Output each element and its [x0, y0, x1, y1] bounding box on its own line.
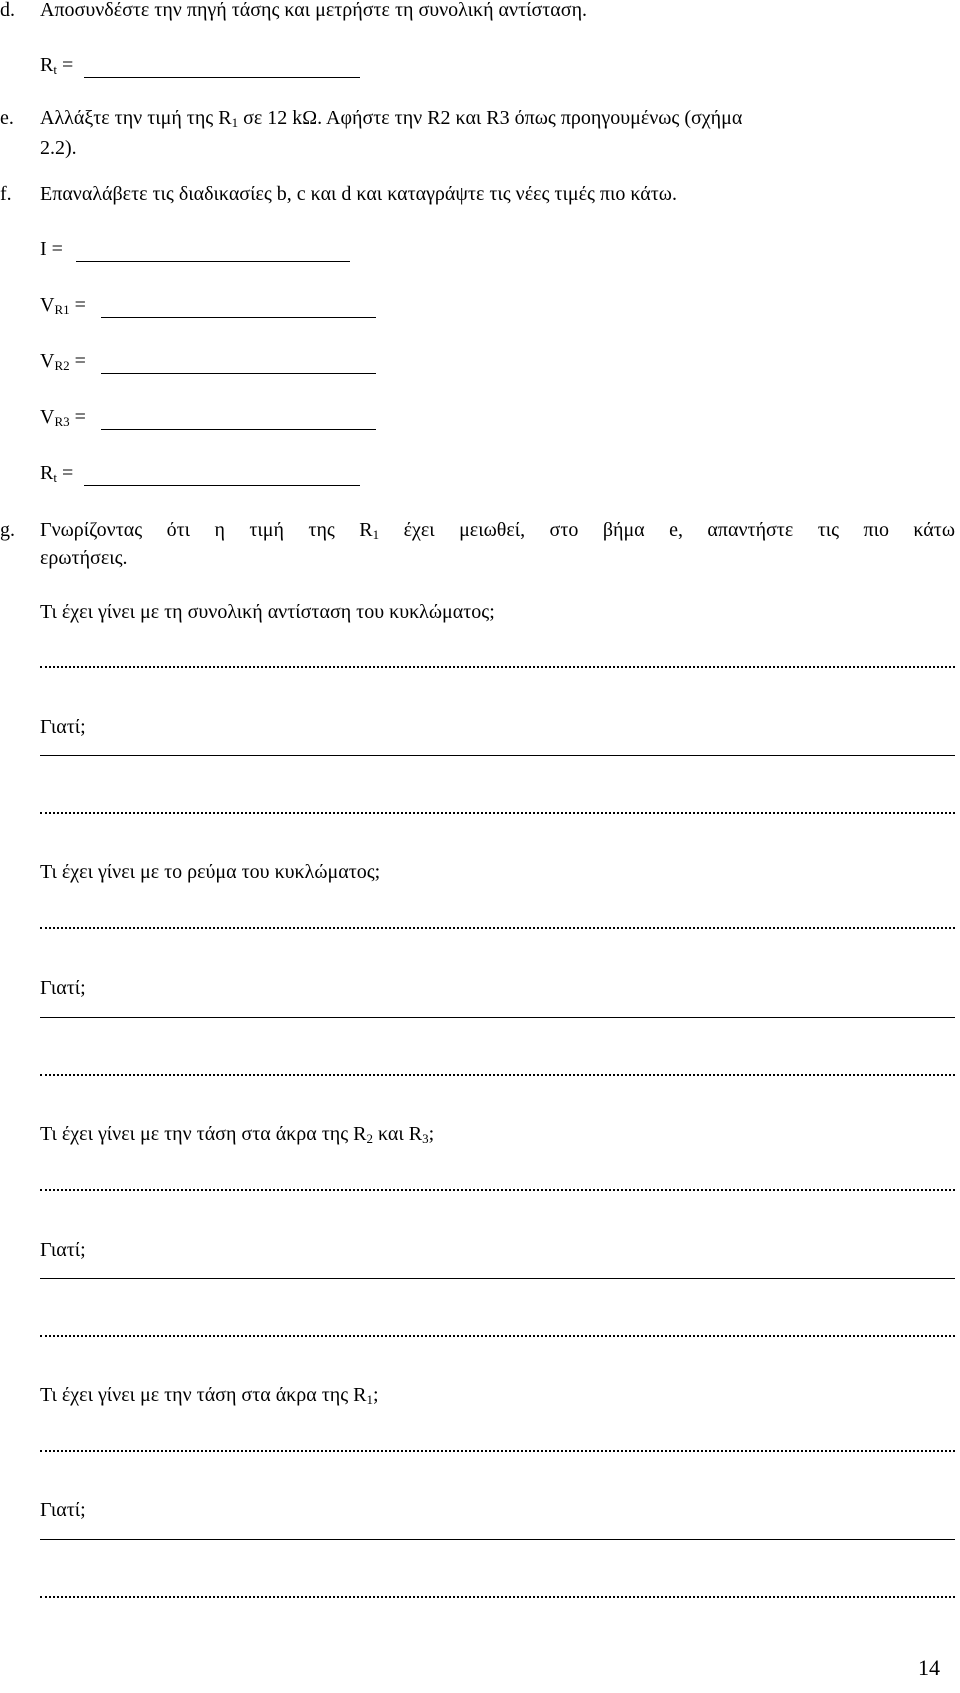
- answer-solid-line[interactable]: [40, 1278, 955, 1279]
- field-label-vr2: $V_{R2}$ =: [40, 350, 86, 373]
- item-d-text: Αποσυνδέστε την πηγή τάσης και μετρήστε τη συνολική αντίσταση.: [40, 0, 588, 21]
- item-e-text: Αλλάξτε την τιμή της $R_1$ σε 12 kΩ. Αφήστε την R2 και R3 όπως προηγουμένως (σχήμα: [40, 107, 743, 130]
- item-e-continuation: 2.2).: [40, 137, 77, 159]
- question-current: Τι έχει γίνει με το ρεύμα του κυκλώματος;: [40, 861, 381, 883]
- answer-dotted-line[interactable]: [40, 1074, 955, 1076]
- answer-dotted-line[interactable]: [40, 1189, 955, 1191]
- item-g-letter: g.: [0, 519, 15, 541]
- item-g-text: Γνωρίζοντας ότι η τιμή της $R_1$ έχει μειωθεί, στο βήμα e, απαντήστε τις πιο κάτω: [40, 519, 955, 542]
- why-label: Γιατί;: [40, 716, 86, 738]
- item-e-letter: e.: [0, 107, 14, 129]
- field-label-vr3: $V_{R3}$ =: [40, 406, 86, 429]
- item-f-text: Επαναλάβετε τις διαδικασίες b, c και d και καταγράψτε τις νέες τιμές πιο κάτω.: [40, 183, 677, 205]
- answer-blank-vr2[interactable]: [101, 373, 376, 374]
- why-label: Γιατί;: [40, 1499, 86, 1521]
- answer-blank-i[interactable]: [76, 261, 350, 262]
- page-number: 14: [918, 1655, 940, 1680]
- answer-blank-vr1[interactable]: [101, 317, 376, 318]
- question-total-resistance: Τι έχει γίνει με τη συνολική αντίσταση του κυκλώματος;: [40, 601, 495, 623]
- answer-dotted-line[interactable]: [40, 1335, 955, 1337]
- field-label-i: I =: [40, 238, 63, 260]
- answer-dotted-line[interactable]: [40, 927, 955, 929]
- item-f-letter: f.: [0, 183, 12, 205]
- why-label: Γιατί;: [40, 1239, 86, 1261]
- answer-blank-vr3[interactable]: [101, 429, 376, 430]
- answer-dotted-line[interactable]: [40, 1450, 955, 1452]
- answer-blank-rt-d[interactable]: [84, 77, 360, 78]
- why-label: Γιατί;: [40, 977, 86, 999]
- answer-solid-line[interactable]: [40, 1539, 955, 1540]
- question-voltage-r1: Τι έχει γίνει με την τάση στα άκρα της $R_1$;: [40, 1384, 379, 1407]
- answer-dotted-line[interactable]: [40, 1596, 955, 1598]
- answer-blank-rt-f[interactable]: [84, 485, 360, 486]
- item-g-continuation: ερωτήσεις.: [40, 547, 128, 569]
- answer-dotted-line[interactable]: [40, 812, 955, 814]
- answer-solid-line[interactable]: [40, 755, 955, 756]
- answer-solid-line[interactable]: [40, 1017, 955, 1018]
- field-label-rt-f: $R_t$ =: [40, 462, 74, 485]
- item-d-letter: d.: [0, 0, 15, 21]
- answer-dotted-line[interactable]: [40, 666, 955, 668]
- field-label-vr1: $V_{R1}$ =: [40, 294, 86, 317]
- question-voltage-r2-r3: Τι έχει γίνει με την τάση στα άκρα της $R_2$ και $R_3$;: [40, 1123, 435, 1146]
- field-label-rt-d: $R_t$ =: [40, 54, 74, 77]
